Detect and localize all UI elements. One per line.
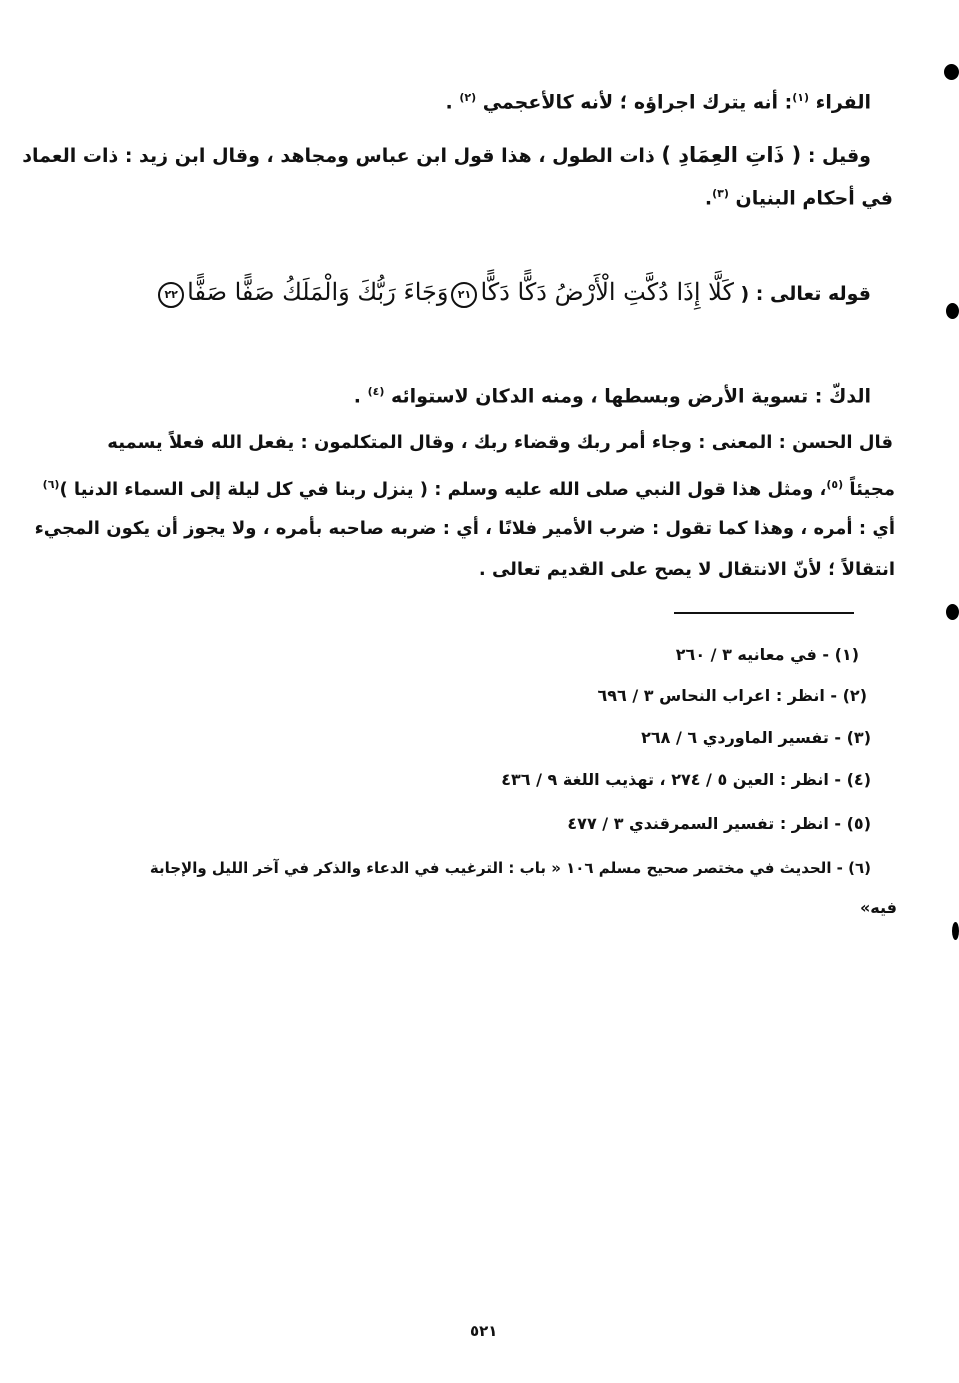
text: الدكّ : تسوية الأرض وبسطها ، ومنه الدكان لاستوائه [384,385,871,408]
quran-verse: وَجَاءَ رَبُّكَ وَالْمَلَكُ صَفًّا صَفًّا [187,278,449,306]
text: . [704,187,713,210]
footnote-2: (٢) - انظر : اعراب النحاس ٣ / ٦٩٦ [597,686,867,705]
footnote-ref: (٤) [367,385,385,398]
footnote-5: (٥) - انظر : تفسير السمرقندي ٣ / ٤٧٧ [567,814,871,833]
body-line-3 [705,180,893,212]
page-number: ٥٢١ [470,1322,498,1340]
footnote-6: (٦) - الحديث في مختصر صحيح مسلم ١٠٦ « باب : الترغيب في الدعاء والذكر في آخر الليل والإجابة [149,859,871,877]
margin-mark-3 [946,604,959,620]
verse-line [155,272,871,314]
footnote-separator [674,612,854,614]
body-line-8: أي : أمره ، وهذا كما تقول : ضرب الأمير فلانًا ، أي : ضربه صاحبه بأمره ، ولا يجوز أن يكون المجيء [34,518,895,539]
footnote-ref: (١) [792,91,810,104]
footnote-ref: (٣) [712,187,729,200]
footnote-3: (٣) - تفسير الماوردي ٦ / ٢٦٨ [641,728,871,747]
text: الفراء [809,91,871,114]
body-line-2 [22,141,871,170]
text: ذات الطول ، هذا قول ابن عباس ومجاهد ، وقال ابن زيد : ذات العماد [22,145,662,167]
footnote-ref: (٦) [42,478,60,491]
body-line-9: انتقالاً ؛ لأنّ الانتقال لا يصح على القديم تعالى . [478,559,895,580]
footnote-ref: (٢) [459,91,477,104]
body-line-1 [445,84,871,116]
footnote-1: (١) - في معانيه ٣ / ٢٦٠ [675,645,859,664]
text: . [445,91,460,114]
body-line-6: قال الحسن : المعنى : وجاء أمر ربك وقضاء ربك ، وقال المتكلمون : يفعل الله فعلاً يسميه [107,432,893,453]
text: وقيل : [801,145,871,167]
margin-mark-2 [946,303,959,319]
text: مجيئاً [843,479,895,500]
margin-mark-4 [952,922,959,940]
text: ، ومثل هذا قول النبي صلى الله عليه وسلم : ( ينزل ربنا في كل ليلة إلى السماء الدنيا ) [59,479,827,500]
footnote-4: (٤) - انظر : العين ٥ / ٢٧٤ ، تهذيب اللغة ٩ / ٤٣٦ [501,770,871,789]
quran-quote: ( ذَاتِ العِمَادِ ) [661,143,802,167]
text: قوله تعالى : ( [733,283,871,305]
text: . [353,385,368,408]
ayah-number: ٢٢ [158,282,184,308]
quran-verse: كَلَّا إِذَا دُكَّتِ الْأَرْضُ دَكًّا دَكًّا [480,278,734,306]
footnote-6-continued: فيه» [859,898,897,917]
body-line-7 [43,471,895,504]
body-line-5 [354,378,871,410]
text: : أنه يترك اجراؤه ؛ لأنه كالأعجمي [476,91,793,114]
margin-mark-1 [944,64,959,80]
ayah-number: ٢١ [451,282,477,308]
text: في أحكام البنيان [728,187,893,210]
footnote-ref: (٥) [826,478,844,491]
